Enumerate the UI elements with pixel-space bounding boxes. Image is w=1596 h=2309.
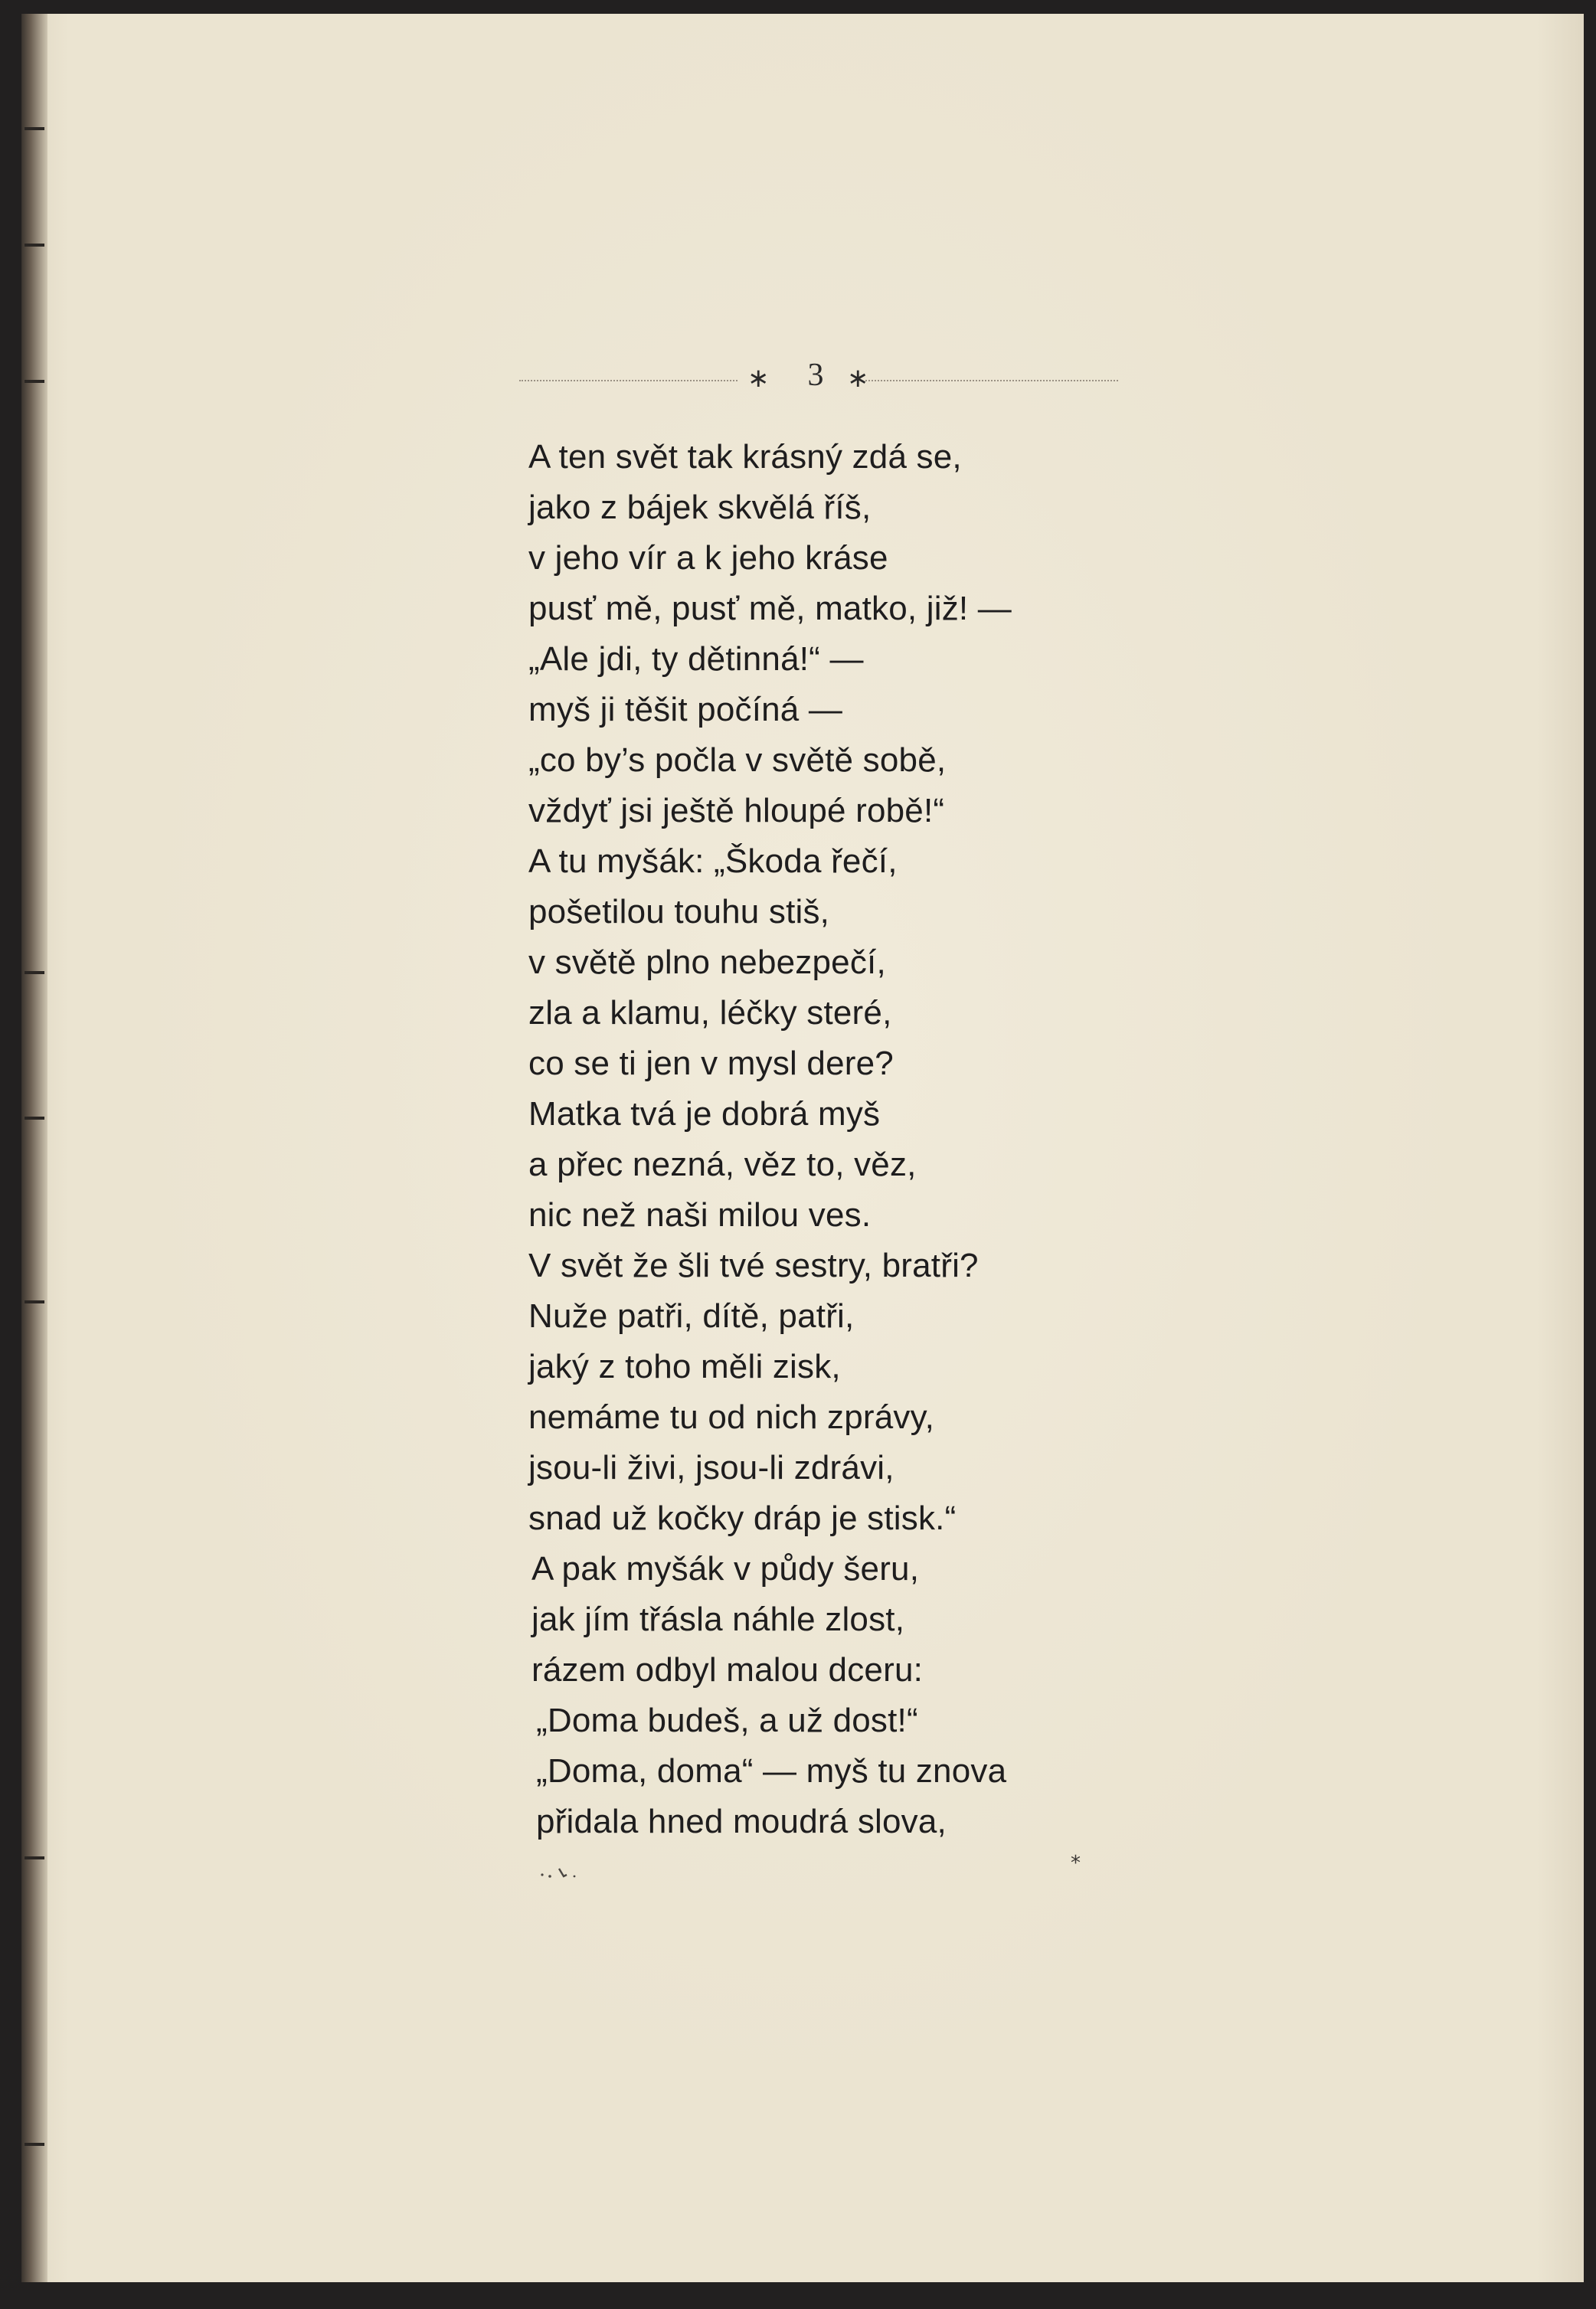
header-asterisk-left: ∗: [747, 365, 770, 393]
binding-stitch: [25, 1856, 44, 1859]
poem-line: v jeho vír a k jeho kráse: [528, 539, 888, 577]
page-number: 3: [807, 358, 824, 393]
poem-line: pošetilou touhu stiš,: [528, 893, 830, 930]
page-header: [519, 357, 1117, 403]
poem-line: zla a klamu, léčky steré,: [528, 994, 892, 1032]
poem-line: „Doma budeš, a už dost!“: [536, 1702, 918, 1739]
header-dotted-rule-left: [519, 380, 737, 381]
poem-line: nic než naši milou ves.: [528, 1196, 872, 1234]
printer-mark-icon: [539, 1866, 600, 1881]
poem-line: v světě plno nebezpečí,: [528, 944, 886, 981]
poem-line: Matka tvá je dobrá myš: [528, 1095, 881, 1133]
poem-line: rázem odbyl malou dceru:: [531, 1651, 924, 1689]
binding-stitch: [25, 971, 44, 974]
signature-mark: *: [1071, 1852, 1081, 1875]
header-asterisk-right: ∗: [847, 365, 869, 393]
poem-line: pusť mě, pusť mě, matko, již! —: [528, 590, 1012, 627]
poem-line: „co by’s počla v světě sobě,: [528, 741, 947, 779]
poem-line: co se ti jen v mysl dere?: [528, 1045, 894, 1082]
poem-text: [528, 432, 1141, 1847]
binding-stitch: [25, 380, 44, 383]
poem-line: A ten svět tak krásný zdá se,: [528, 438, 962, 476]
binding-stitch: [25, 1117, 44, 1120]
poem-line: vždyť jsi ještě hloupé robě!“: [528, 792, 945, 829]
binding-stitch: [25, 244, 44, 247]
poem-line: A pak myšák v půdy šeru,: [531, 1550, 920, 1588]
poem-line: nemáme tu od nich zprávy,: [528, 1398, 934, 1436]
poem-line: A tu myšák: „Škoda řečí,: [528, 842, 898, 880]
binding-edge: [21, 14, 47, 2282]
poem-line: a přec nezná, věz to, věz,: [528, 1146, 917, 1183]
poem-line: jsou-li živi, jsou-li zdrávi,: [528, 1449, 894, 1486]
poem-line: myš ji těšit počíná —: [528, 691, 843, 728]
binding-stitch: [25, 1300, 44, 1303]
poem-line: V svět že šli tvé sestry, bratři?: [528, 1247, 979, 1284]
binding-stitch: [25, 2143, 44, 2146]
printer-mark: [539, 1866, 600, 1881]
header-dotted-rule-right: [865, 380, 1118, 381]
poem-line: snad už kočky dráp je stisk.“: [528, 1500, 957, 1537]
poem-line: jako z bájek skvělá říš,: [528, 489, 872, 526]
poem-line: „Ale jdi, ty dětinná!“ —: [528, 640, 864, 678]
poem-line: „Doma, doma“ — myš tu znova: [536, 1752, 1007, 1790]
poem-line: jak jím třásla náhle zlost,: [531, 1601, 905, 1638]
poem-line: Nuže patři, dítě, patři,: [528, 1297, 855, 1335]
poem-line: jaký z toho měli zisk,: [528, 1348, 841, 1385]
poem-line: přidala hned moudrá slova,: [536, 1803, 947, 1840]
binding-stitch: [25, 127, 44, 130]
